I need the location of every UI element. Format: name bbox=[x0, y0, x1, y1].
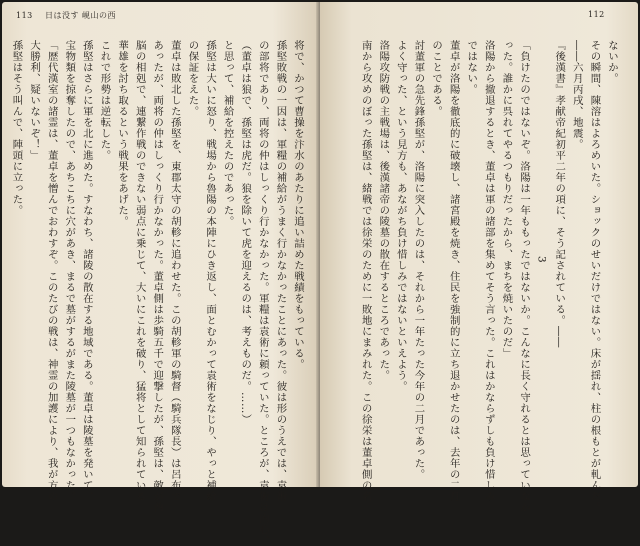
text-line: ――六月丙戌、地震。 bbox=[570, 40, 583, 150]
text-line: 大勝利、疑いないぞ！」 bbox=[28, 40, 41, 161]
text-line: あったが、両将の仲はしっくり行かなかった。董卓側は歩騎五千で迎撃したが、孫堅は、敵が酋 bbox=[151, 40, 164, 513]
text-line: の保証をえた。 bbox=[186, 40, 199, 117]
text-line: 討董軍の急先鋒孫堅が、洛陽に突入したのは、それから一年たった今年の二月であった。 bbox=[412, 40, 425, 480]
text-line: 南から攻めのぼった孫堅は、緒戦では徐栄のために一敗地にまみれた。この徐栄は董卓側の名 bbox=[359, 40, 372, 502]
text-line: ないか。 bbox=[606, 40, 618, 84]
left-page-header bbox=[16, 10, 116, 21]
text-line: のことである。 bbox=[430, 40, 443, 117]
text-line: 洛陽から撤退するとき、董卓は軍の諸部を集めてそう言った。これはかならずしも負け惜しみ bbox=[482, 40, 495, 502]
text-line: 脳の相剋で、連繋作戦のできない弱点に乗じて、大いにこれを破り、猛将として知られている bbox=[133, 40, 146, 502]
text-line: と思って、補給を控えたのであった。 bbox=[221, 40, 234, 227]
text-line: ではない。 bbox=[465, 40, 478, 95]
text-line: 孫堅敗戦の一因は、軍糧の補給がうまく行かなかったことにあった。彼は形のうえでは、袁術 bbox=[274, 40, 287, 502]
right-page-body bbox=[336, 40, 620, 513]
text-line: 将で、かつて曹操を汴水のあたりに追い詰めた戦績をもっている。 bbox=[292, 40, 304, 370]
text-line: 「歴代漢室の諸霊は、董卓を憎んでおわすぞ。このたびの戦は、神霊の加護により、我が方の bbox=[45, 40, 58, 502]
text-line: 『後漢書』孝献帝紀初平二年の項に、そう記されている。―― bbox=[553, 40, 566, 348]
right-page-number: 112 bbox=[588, 10, 605, 19]
text-line: 「負けたのではないぞ。洛陽は一年ももったではないか。こんなに長く守れるとは思っていなか bbox=[518, 40, 531, 513]
text-line: 洛陽攻防戦の主戦場は、後漢諸帝の陵墓の散在するところであった。 bbox=[377, 40, 390, 381]
text-line: 宝物類を掠奪したので、あちこちに穴があき、まるで墓がするがまた陵墓が一つもなかった。 bbox=[63, 40, 76, 502]
text-line: 孫堅はそう叫んで、陣頭に立った。 bbox=[10, 40, 23, 216]
text-line: 華雄を討ち取るという戦果をあげた。 bbox=[116, 40, 129, 227]
right-page-header bbox=[588, 10, 605, 19]
text-line: 董卓が洛陽を徹底的に破壊し、諸宮殿を焼き、住民を強制的に立ち退かせたのは、去年の二月 bbox=[447, 40, 460, 502]
left-page bbox=[2, 2, 320, 546]
right-page bbox=[320, 2, 638, 513]
text-line: った。誰かに呉れてやるつもりだったから、まちを焼いたのだ」 bbox=[500, 40, 513, 359]
text-line: よく守った、という見方も、あながち負け惜しみではないといえよう。 bbox=[394, 40, 407, 392]
text-line: の部将であり、両将の仲はしっくり行かなかった。軍糧は袁術に頼っていた。ところが、袁術は内心、 bbox=[256, 40, 269, 546]
text-line: 孫堅は大いに怒り、戦場から魯陽の本陣にひき返し、面とむかって袁術をなじり、やっと補給 bbox=[204, 40, 217, 502]
text-line: これで形勢は逆転した。 bbox=[98, 40, 111, 161]
section-number: 3 bbox=[535, 256, 548, 264]
text-line: （董卓は狼で、孫堅は虎だ。狼を除いて虎を迎えるのは、考えものだ。……） bbox=[239, 40, 252, 425]
left-page-running-title: 日は没す 峴山の西 bbox=[44, 11, 116, 20]
text-line: 董卓は敗北した孫堅を、東郡太守の胡軫に追わせた。この胡軫軍の騎督（騎兵隊長）は呂布で bbox=[168, 40, 181, 502]
left-page-body bbox=[10, 40, 306, 546]
text-line: その瞬間、陳溶はよろめいた。ショックのせいだけではない。床が揺れ、柱の根もとが軋んだ。 bbox=[588, 40, 601, 513]
left-page-number: 113 bbox=[16, 11, 33, 20]
text-line: 孫堅はさらに軍を北に進めた。すなわち、諸陵の散在する地域である。董卓は陵墓を発いて、 bbox=[80, 40, 93, 502]
